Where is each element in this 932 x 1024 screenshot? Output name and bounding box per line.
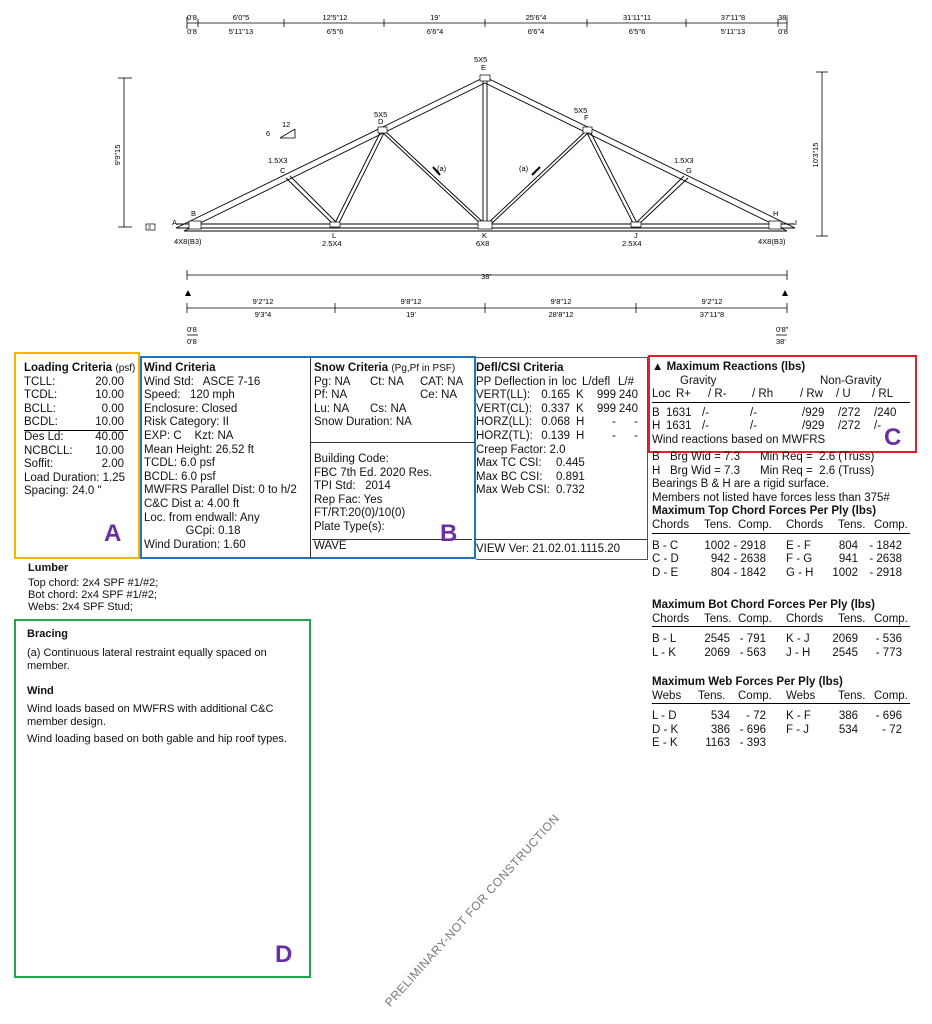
bearing-note: Members not listed have forces less than 375#: [652, 491, 890, 504]
plate-B: 4X8(B3): [174, 237, 202, 246]
wind-line: Wind Duration: 1.60: [144, 538, 246, 551]
snow-cs: Cs: NA: [370, 402, 407, 415]
snow-empty: [370, 389, 420, 403]
defl-cell: HORZ(TL):: [476, 429, 533, 442]
reactions-title: ▲ Maximum Reactions (lbs): [652, 361, 806, 373]
wind-line: MWFRS Parallel Dist: 0 to h/2: [144, 484, 297, 497]
code-line: FT/RT:20(0)/10(0): [314, 507, 406, 520]
wind-line: Mean Height: 26.52 ft: [144, 443, 254, 456]
reaction-cell: 1631: [666, 420, 692, 433]
top-dim-b0: 0'8: [187, 27, 197, 36]
snow-unit: (Pg,Pf in PSF): [391, 363, 456, 374]
col-header: Chords: [786, 518, 824, 531]
force-cell: B - L: [652, 633, 677, 646]
reactions: [652, 361, 920, 448]
col-header: Comp.: [738, 518, 772, 531]
defl-header: L/#: [618, 375, 634, 388]
loading-val: 2.00: [101, 458, 124, 471]
loading-val: 10.00: [95, 416, 124, 429]
top-dim-b7: 0'8: [778, 27, 788, 36]
top-dimension-string: [0, 0, 932, 45]
defl-header: PP Deflection in: [476, 375, 558, 388]
reaction-cell: H: [652, 420, 661, 433]
force-cell: - 1842: [869, 539, 902, 552]
force-cell: 804: [838, 539, 858, 552]
reaction-cell: /929: [802, 420, 825, 433]
force-cell: 2069: [704, 646, 730, 659]
bracing-notes: [27, 628, 297, 746]
col-header: Chords: [652, 518, 690, 531]
truss-chords: [176, 77, 798, 231]
bearings: [652, 451, 910, 580]
force-cell: 1002: [704, 539, 730, 552]
force-cell: E - F: [786, 539, 811, 552]
creep-factor: Creep Factor: 2.0: [476, 443, 566, 456]
col-header: Tens.: [704, 612, 732, 625]
snow-ce: Ce: NA: [420, 389, 458, 402]
loading-key: BCDL:: [24, 416, 58, 429]
force-cell: F - J: [786, 723, 809, 736]
code-line: Plate Type(s):: [314, 520, 385, 533]
loading-val: 10.00: [95, 389, 124, 402]
bot-chord-title: Maximum Bot Chord Forces Per Ply (lbs): [652, 599, 876, 611]
code-line: Building Code:: [314, 453, 389, 465]
reaction-col: R+: [676, 388, 692, 401]
top-dim-7: 38': [778, 13, 788, 22]
reaction-col: Loc: [652, 388, 671, 401]
bot-chord-forces: [652, 599, 910, 660]
span-label: 38': [481, 272, 491, 281]
snow-lu: Lu: NA: [314, 402, 350, 415]
loading-key: TCLL:: [24, 375, 56, 388]
defl-header: loc: [562, 375, 577, 388]
plate-L: 2.5X4: [322, 239, 342, 248]
force-cell: 942: [710, 553, 730, 566]
top-chord-title: Maximum Top Chord Forces Per Ply (lbs): [652, 505, 877, 518]
reaction-cell: /929: [802, 406, 825, 419]
wind-note: Wind loading based on both gable and hip roof types.: [27, 733, 287, 745]
reaction-col: / RL: [872, 388, 894, 401]
divider: [476, 539, 648, 540]
loading-title: Loading Criteria: [24, 362, 113, 374]
loading-key: NCBCLL:: [24, 444, 73, 457]
reaction-cell: /272: [838, 406, 861, 419]
col-header: Comp.: [738, 689, 772, 702]
force-cell: - 2918: [869, 566, 902, 579]
truss-drawing: [0, 45, 932, 350]
defl-cell: 0.068: [541, 416, 570, 429]
loading-val: 10.00: [95, 444, 124, 457]
loading-criteria: [24, 362, 135, 499]
col-header: Chords: [652, 612, 690, 625]
bearing-min: Min Req = 2.6 (Truss): [760, 464, 875, 477]
bottom-dim-top-1: 9'8"12: [400, 297, 422, 306]
joint-A: A: [172, 218, 178, 227]
defl-cell: 999: [596, 402, 616, 415]
reaction-cell: B: [652, 406, 660, 419]
top-dim-5: 31'11"11: [622, 13, 652, 22]
csi-key: Max Web CSI:: [476, 484, 550, 497]
force-cell: 1002: [832, 566, 858, 579]
code-line: Rep Fac: Yes: [314, 493, 383, 506]
defl-cell: -: [634, 429, 638, 442]
wind-notes-title: Wind: [27, 685, 54, 697]
force-cell: J - H: [786, 646, 811, 659]
loading-val: 0.00: [101, 402, 124, 415]
code-line: FBC 7th Ed. 2020 Res.: [314, 466, 433, 479]
snow-pg: Pg: NA: [314, 375, 351, 388]
code-line: WAVE: [314, 539, 347, 552]
force-cell: F - G: [786, 553, 813, 566]
defl-criteria: [476, 362, 638, 498]
defl-cell: 0.337: [541, 402, 570, 415]
code-line: TPI Std: 2014: [314, 480, 391, 493]
snow-ct: Ct: NA: [370, 375, 404, 388]
joint-B: B: [191, 209, 197, 218]
bearing-loc: B: [652, 451, 660, 463]
web-title: Maximum Web Forces Per Ply (lbs): [652, 676, 843, 688]
lumber: [28, 562, 158, 613]
bottom-dim-top-3: 9'2"12: [701, 297, 723, 306]
joint-F: F: [584, 113, 589, 122]
force-cell: C - D: [652, 553, 679, 566]
wind-line: Enclosure: Closed: [144, 402, 238, 415]
bottom-dim-top-0: 9'2"12: [252, 297, 274, 306]
defl-cell: 0.139: [541, 429, 570, 442]
top-dim-b1: 5'11"13: [228, 27, 254, 36]
loading-key: Soffit:: [24, 458, 54, 471]
loading-key: BCLL:: [24, 402, 56, 415]
joint-D: D: [378, 117, 384, 126]
force-cell: 534: [710, 710, 730, 723]
wind-line: BCDL: 6.0 psf: [144, 470, 216, 483]
col-header: Tens.: [838, 612, 866, 625]
force-cell: K - J: [786, 633, 810, 646]
force-cell: 804: [710, 566, 730, 579]
top-dim-1: 6'0"5: [232, 13, 250, 22]
spacing: Spacing: 24.0 ": [24, 485, 102, 498]
wind-line: Speed: 120 mph: [144, 389, 235, 402]
bearing-note: Bearings B & H are a rigid surface.: [652, 478, 830, 491]
force-cell: E - K: [652, 737, 678, 750]
defl-cell: -: [634, 416, 638, 429]
force-cell: - 72: [746, 710, 766, 723]
top-dim-b2: 6'5"6: [326, 27, 344, 36]
force-cell: B - C: [652, 539, 679, 552]
plate-K: 6X8: [476, 239, 490, 248]
reaction-col: / Rh: [752, 388, 774, 401]
col-header: Tens.: [838, 689, 866, 702]
joint-J: J: [634, 231, 638, 240]
col-header: Comp.: [874, 518, 908, 531]
reaction-cell: /-: [750, 406, 758, 419]
defl-cell: HORZ(LL):: [476, 416, 533, 429]
end-right-top: 0'8": [776, 325, 789, 334]
label-A: A: [104, 520, 122, 547]
wind-line: Loc. from endwall: Any: [144, 511, 260, 524]
end-left-bot: 0'8: [187, 337, 197, 346]
force-cell: - 773: [875, 646, 902, 659]
defl-header: L/defl: [582, 375, 611, 388]
reaction-cell: /272: [838, 420, 861, 433]
top-dim-0: 0'8: [187, 13, 197, 22]
reaction-cell: /-: [874, 420, 882, 433]
csi-val: 0.891: [556, 470, 585, 483]
plate-D: 5X5: [374, 110, 388, 119]
reaction-cell: /-: [702, 406, 710, 419]
plate-J: 2.5X4: [622, 239, 642, 248]
top-dim-b5: 6'5"6: [628, 27, 646, 36]
divider: [310, 358, 311, 558]
reaction-cell: /-: [750, 420, 758, 433]
force-cell: 1163: [705, 737, 730, 750]
bracing-title: Bracing: [27, 628, 68, 640]
force-cell: 2069: [832, 633, 858, 646]
defl-cell: 240: [618, 402, 638, 415]
web-forces: [652, 676, 910, 751]
snow-criteria: [314, 362, 474, 430]
bottom-dim-bot-2: 28'8"12: [548, 310, 574, 319]
col-header: Tens.: [698, 689, 726, 702]
snow-title: Snow Criteria: [314, 362, 389, 374]
defl-cell: K: [576, 389, 584, 402]
force-cell: 2545: [704, 633, 730, 646]
force-cell: 941: [838, 553, 858, 566]
col-header: Webs: [786, 689, 816, 702]
bearing-loc: H: [652, 464, 661, 477]
force-cell: - 696: [739, 723, 766, 736]
joint-K: K: [482, 231, 488, 240]
force-cell: - 2918: [733, 539, 766, 552]
top-dim-b3: 6'6"4: [426, 27, 444, 36]
lumber-line: Top chord: 2x4 SPF #1/#2;: [28, 577, 159, 589]
force-cell: - 696: [875, 710, 902, 723]
nongravity-label: Non-Gravity: [820, 374, 882, 387]
force-cell: D - K: [652, 723, 679, 736]
loading-key: TCDL:: [24, 389, 58, 402]
plate-C: 1.5X3: [268, 156, 288, 165]
wind-line: Wind Std: ASCE 7-16: [144, 375, 261, 388]
col-header: Comp.: [874, 612, 908, 625]
defl-cell: -: [612, 416, 616, 429]
reactions-note: Wind reactions based on MWFRS: [652, 433, 826, 446]
bottom-dim-bot-3: 37'11"8: [699, 310, 725, 319]
wind-title: Wind Criteria: [144, 362, 216, 374]
csi-key: Max BC CSI:: [476, 470, 543, 483]
force-cell: 2545: [832, 646, 858, 659]
bearing-width: Brg Wid = 7.3: [670, 451, 740, 463]
force-cell: 386: [838, 710, 858, 723]
force-cell: - 72: [882, 723, 902, 736]
label-B: B: [440, 520, 458, 547]
label-C: C: [884, 424, 902, 451]
snow-pf: Pf: NA: [314, 389, 348, 402]
wind-criteria: [144, 362, 297, 552]
force-cell: D - E: [652, 566, 679, 579]
force-cell: G - H: [786, 566, 814, 579]
joint-L: L: [332, 231, 337, 240]
force-cell: 386: [710, 723, 730, 736]
wind-line: EXP: C Kzt: NA: [144, 429, 234, 442]
load-duration: Load Duration: 1.25: [24, 471, 126, 484]
wind-line: TCDL: 6.0 psf: [144, 457, 215, 470]
loading-val: 40.00: [95, 430, 124, 443]
bearing-width: Brg Wid = 7.3: [670, 464, 740, 477]
defl-cell: VERT(CL):: [476, 402, 533, 415]
plate-F: 5X5: [574, 106, 588, 115]
force-cell: - 791: [739, 633, 766, 646]
defl-cell: -: [612, 429, 616, 442]
brace-mark-left: (a): [437, 164, 447, 173]
reaction-cell: /240: [874, 406, 897, 419]
top-dim-b6: 5'11"13: [720, 27, 746, 36]
plate-H: 4X8(B3): [758, 237, 786, 246]
reaction-cell: /-: [702, 420, 710, 433]
right-height-label: 10'3"15: [811, 142, 820, 168]
brace-mark-right: (a): [519, 164, 529, 173]
reaction-cell: 1631: [666, 406, 692, 419]
bottom-dim-bot-0: 9'3"4: [254, 310, 272, 319]
col-header: Tens.: [838, 518, 866, 531]
col-header: Chords: [786, 612, 824, 625]
top-dim-3: 19': [430, 13, 440, 22]
left-bearing-mark: 3: [148, 225, 151, 231]
lumber-title: Lumber: [28, 562, 69, 574]
defl-cell: K: [576, 402, 584, 415]
bottom-dim-bot-1: 19': [406, 310, 416, 319]
wind-line: GCpi: 0.18: [144, 525, 241, 538]
top-dim-6: 37'11"8: [720, 13, 746, 22]
force-cell: - 393: [739, 737, 766, 750]
wind-note: Wind loads based on MWFRS with additional C&C member design.: [27, 703, 274, 728]
pitch-rise: 6: [266, 129, 271, 138]
pitch-run: 12: [282, 120, 291, 129]
force-cell: - 2638: [733, 553, 766, 566]
defl-cell: H: [576, 416, 585, 429]
wind-line: C&C Dist a: 4.00 ft: [144, 497, 240, 510]
wind-line: Risk Category: II: [144, 416, 229, 429]
bottom-dim-top-2: 9'8"12: [550, 297, 572, 306]
lumber-line: Webs: 2x4 SPF Stud;: [28, 601, 133, 613]
joint-G: G: [686, 166, 692, 175]
view-version: VIEW Ver: 21.02.01.1115.20: [476, 543, 621, 555]
force-cell: - 2638: [869, 553, 902, 566]
defl-title: Defl/CSI Criteria: [476, 362, 564, 374]
csi-val: 0.445: [556, 457, 585, 470]
end-right-bot: 38': [776, 337, 786, 346]
bracing-text: (a) Continuous lateral restraint equally spaced on member.: [27, 647, 267, 672]
top-dim-4: 25'6"4: [525, 13, 547, 22]
joint-H: H: [773, 209, 779, 218]
gravity-label: Gravity: [680, 374, 717, 387]
snow-cat: CAT: NA: [420, 375, 464, 388]
defl-cell: 0.165: [541, 389, 570, 402]
watermark: PRELIMINARY-NOT FOR CONSTRUCTION: [382, 811, 563, 1010]
end-left-top: 0'8: [187, 325, 197, 334]
col-header: Comp.: [738, 612, 772, 625]
joint-C: C: [280, 166, 286, 175]
defl-cell: 240: [618, 389, 638, 402]
plate-G: 1.5X3: [674, 156, 694, 165]
lumber-line: Bot chord: 2x4 SPF #1/#2;: [28, 589, 158, 601]
bearing-min: Min Req = 2.6 (Truss): [760, 451, 875, 463]
top-dim-b4: 6'6"4: [527, 27, 545, 36]
loading-unit: (psf): [115, 363, 136, 374]
force-cell: - 1842: [733, 566, 766, 579]
defl-cell: VERT(LL):: [476, 389, 531, 402]
loading-val: 20.00: [95, 375, 124, 388]
col-header: Comp.: [874, 689, 908, 702]
csi-val: 0.732: [556, 484, 585, 497]
reaction-col: / Rw: [800, 388, 823, 401]
force-cell: K - F: [786, 710, 811, 723]
col-header: Webs: [652, 689, 682, 702]
joint-E: E: [481, 63, 487, 72]
force-cell: L - D: [652, 710, 677, 723]
reaction-col: / U: [836, 388, 851, 401]
force-cell: - 536: [875, 633, 902, 646]
csi-key: Max TC CSI:: [476, 457, 542, 470]
col-header: Tens.: [704, 518, 732, 531]
left-height-label: 9'9"15: [113, 144, 122, 166]
joint-I: I: [795, 218, 798, 227]
reaction-col: / R-: [708, 388, 727, 401]
defl-cell: H: [576, 429, 585, 442]
top-dim-2: 12'5"12: [322, 13, 348, 22]
force-cell: - 563: [739, 646, 766, 659]
defl-cell: 999: [596, 389, 616, 402]
divider: [311, 442, 475, 443]
loading-key: Des Ld:: [24, 430, 64, 443]
label-D: D: [275, 941, 293, 968]
plate-E: 5X5: [474, 55, 488, 64]
force-cell: 534: [838, 723, 858, 736]
force-cell: L - K: [652, 646, 676, 659]
snow-duration: Snow Duration: NA: [314, 416, 412, 429]
